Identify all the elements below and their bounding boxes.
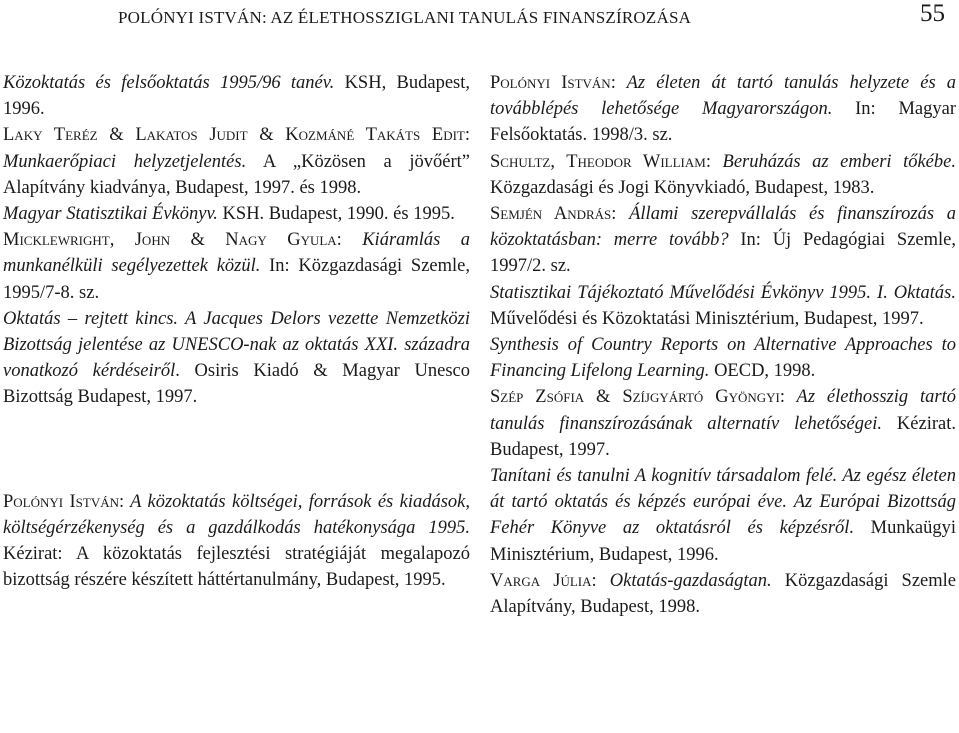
reference-publisher: Munkaügyi Minisztérium, Budapest, 1996. <box>490 518 956 565</box>
reference-entry <box>3 306 470 411</box>
reference-publisher: A „Közösen a jövőért” Alapítvány kiadványa, Budapest, 1997. és 1998. <box>3 151 471 198</box>
reference-author: Polónyi István: <box>3 491 125 512</box>
reference-title: Oktatás-gazdaságtan. <box>596 570 772 591</box>
reference-publisher: . Osiris Kiadó & Magyar Unesco Bizottság Budapest, 1997. <box>3 361 470 408</box>
reference-publisher: KSH, Budapest, 1996. <box>3 73 470 120</box>
reference-entry <box>490 280 956 332</box>
reference-entry <box>490 463 956 568</box>
reference-title: Statisztikai Tájékoztató Művelődési Évkönyv 1995. I. Oktatás. <box>490 282 956 303</box>
reference-title: Beruházás az emberi tőkébe. <box>710 151 956 172</box>
reference-author: Laky Teréz & Lakatos Judit & Kozmáné Takáts Edit: <box>3 125 470 146</box>
reference-title: Az életen át tartó tanulás helyzete és a továbblépés lehetősége Magyarországon. <box>490 73 956 120</box>
reference-author: Micklewright, John & Nagy Gyula: <box>3 230 342 251</box>
running-head: POLÓNYI ISTVÁN: AZ ÉLETHOSSZIGLANI TANULÁS FINANSZÍROZÁSA <box>118 8 692 27</box>
reference-entry <box>3 122 470 201</box>
reference-publisher: OECD, 1998. <box>709 361 816 382</box>
reference-entry <box>3 227 470 306</box>
reference-author: Schultz, Theodor William: <box>490 151 711 172</box>
reference-entry <box>3 489 470 594</box>
reference-publisher: Kézirat: A közoktatás fejlesztési stratégiáját megalapozó bizottság részére készített háttértanulmány, Budapest, 1995. <box>3 544 470 591</box>
reference-entry <box>490 384 956 463</box>
page-number: 55 <box>920 0 945 27</box>
reference-author: Semjén András: <box>490 204 617 225</box>
reference-title: Oktatás – rejtett kincs. A Jacques Delors vezette Nemzetközi Bizottság jelentése az UNESCO-nak az oktatás XXI. századra vonatkozó kérdéseiről <box>3 308 470 382</box>
reference-entry <box>3 201 470 227</box>
reference-title: Állami szerepvállalás és finanszírozás a közoktatásban: merre tovább? <box>490 204 956 251</box>
reference-title: A közoktatás költségei, források és kiadások, költségérzékenység és a gazdálkodás hatékonysága 1995. <box>3 491 470 538</box>
reference-entry <box>3 70 470 122</box>
reference-publisher: In: Magyar Felsőoktatás. 1998/3. sz. <box>490 99 956 146</box>
reference-author: Polónyi István: <box>490 73 616 93</box>
reference-title: Kiáramlás a munkanélküli segélyezettek közül. <box>3 230 470 277</box>
reference-publisher: Kézirat. Budapest, 1997. <box>490 413 956 460</box>
reference-publisher: Közgazdasági és Jogi Könyvkiadó, Budapest, 1983. <box>490 177 875 198</box>
reference-title: Az élethosszig tartó tanulás finanszírozásának alternatív lehetőségei. <box>490 387 956 434</box>
reference-entry <box>490 201 956 280</box>
reference-title: Tanítani és tanulni A kognitív társadalom felé. Az egész életen át tartó oktatás és képzés európai éve. Az Európai Bizottság Fehér Könyve az oktatásról és képzésről. <box>490 466 956 539</box>
references-left-column <box>3 70 470 593</box>
reference-title: Synthesis of Country Reports on Alternative Approaches to Financing Lifelong Learning. <box>490 335 956 382</box>
reference-entry <box>490 70 956 149</box>
reference-publisher: In: Új Pedagógiai Szemle, 1997/2. sz. <box>490 230 956 277</box>
reference-publisher: Művelődési és Közoktatási Minisztérium, Budapest, 1997. <box>490 308 924 329</box>
reference-title: Magyar Statisztikai Évkönyv. <box>3 204 218 225</box>
reference-publisher: In: Közgazdasági Szemle, 1995/7-8. sz. <box>3 256 470 303</box>
reference-title: Közoktatás és felsőoktatás 1995/96 tanév. <box>3 73 335 93</box>
reference-entry <box>490 149 956 201</box>
reference-author: Szép Zsófia & Szíjgyártó Gyöngyi: <box>490 387 785 408</box>
reference-publisher: Közgazdasági Szemle Alapítvány, Budapest, 1998. <box>490 570 956 618</box>
reference-entry <box>490 332 956 384</box>
references-right-column <box>490 70 956 620</box>
reference-author: Varga Júlia: <box>490 570 597 591</box>
reference-entry <box>490 568 956 620</box>
reference-publisher: KSH. Budapest, 1990. és 1995. <box>217 204 455 225</box>
reference-title: Munkaerőpiaci helyzetjelentés. <box>3 151 247 172</box>
